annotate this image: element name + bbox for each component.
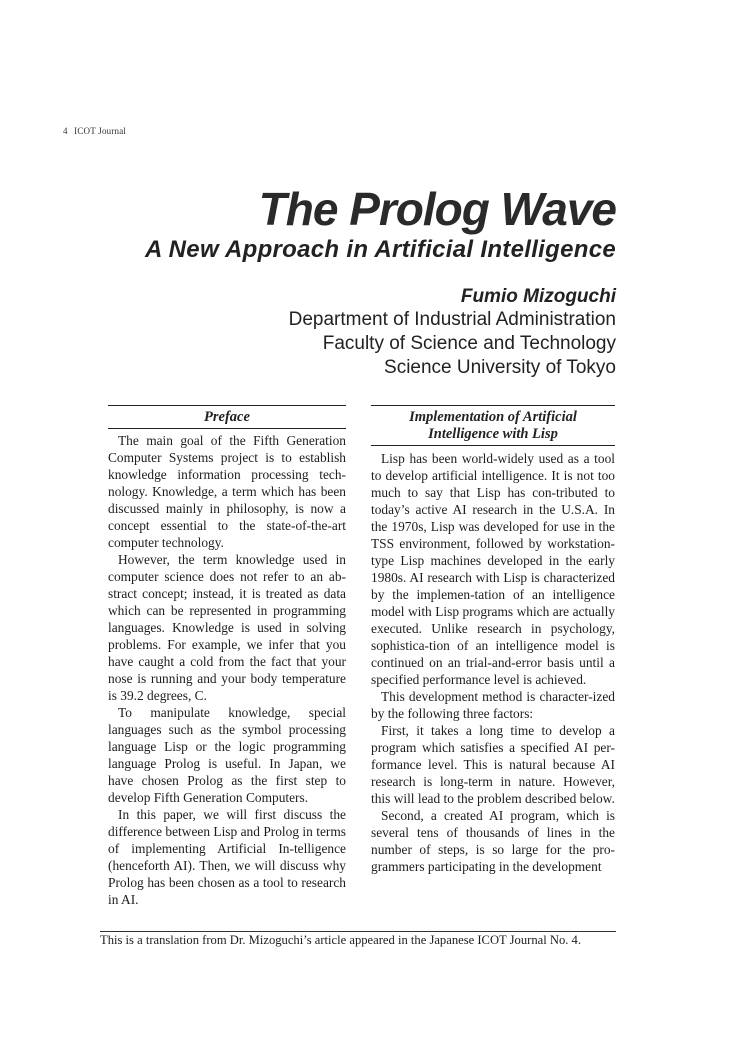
paragraph: To manipulate knowledge, special languages such as the symbol processing language Lisp or the logic programming language Prolog is useful. In Japan, we have chosen Prolog as the first step to develop Fifth Generation Computers. xyxy=(108,705,346,805)
article-subtitle: A New Approach in Artificial Intelligence xyxy=(144,236,616,263)
section-rule-bottom xyxy=(371,445,615,446)
section-heading-lisp xyxy=(371,406,615,445)
paragraph: Lisp has been world-widely used as a tool to develop artificial intelligence. It is not too much to say that Lisp has con-tributed to today’s active AI research in the U.S.A. In the 1970s, Lisp was developed for use in the TSS environment, followed by workstation-type Lisp machines developed in the early 1980s. AI research with Lisp is characterized by the implemen-tation of an intelligence model with Lisp programs which are actually executed. Unlike research in psychology, sophistica-tion of an intelligence model is continued on an trial-and-error basis until a specified performance level is achieved. xyxy=(371,451,615,687)
affiliation-department: Department of Industrial Administration xyxy=(288,309,616,330)
right-column xyxy=(371,405,615,875)
author-block xyxy=(289,286,616,380)
section-heading-line: Implementation of Artificial xyxy=(409,409,577,425)
author-name: Fumio Mizoguchi xyxy=(460,286,616,307)
journal-name: ICOT Journal xyxy=(74,126,127,136)
page-number: 4 xyxy=(63,126,68,136)
footnote: This is a translation from Dr. Mizoguchi’s article appeared in the Japanese ICOT Journal No. 4. xyxy=(100,933,582,947)
section-heading-line: Intelligence with Lisp xyxy=(428,426,558,442)
lisp-body xyxy=(371,450,615,875)
section-rule-bottom xyxy=(108,428,346,429)
affiliation-faculty: Faculty of Science and Technology xyxy=(322,333,616,354)
section-heading-preface: Preface xyxy=(204,409,250,425)
left-column xyxy=(108,405,346,908)
paragraph: Second, a created AI program, which is several tens of thousands of lines in the number of steps, is so large for the pro-grammers participating in the development xyxy=(371,808,615,874)
paragraph: However, the term knowledge used in computer science does not refer to an ab-stract concept; instead, it is treated as data which can be represented in programming languages. Knowledge is used in solving problems. For example, we infer that you have caught a cold from the fact that your nose is running and your body temperature is 39.2 degrees, C. xyxy=(108,552,346,703)
paragraph: In this paper, we will first discuss the difference between Lisp and Prolog in terms of implementing Artificial In-telligence (henceforth AI). Then, we will discuss why Prolog has been chosen as a tool to research in AI. xyxy=(108,807,346,907)
paragraph: This development method is character-ized by the following three factors: xyxy=(371,689,615,721)
preface-body xyxy=(108,432,346,908)
affiliation-university: Science University of Tokyo xyxy=(384,357,616,378)
paragraph: The main goal of the Fifth Generation Computer Systems project is to establish knowledge information processing tech-nology. Knowledge, a term which has been discussed mainly in philosophy, is now a concept essential to the state-of-the-art computer technology. xyxy=(108,433,346,550)
running-header xyxy=(63,126,130,136)
article-title: The Prolog Wave xyxy=(258,183,616,235)
paragraph: First, it takes a long time to develop a program which satisfies a specified AI per-formance level. This is natural because AI research is long-term in nature. However, this will lead to the problem described below. xyxy=(371,723,615,806)
